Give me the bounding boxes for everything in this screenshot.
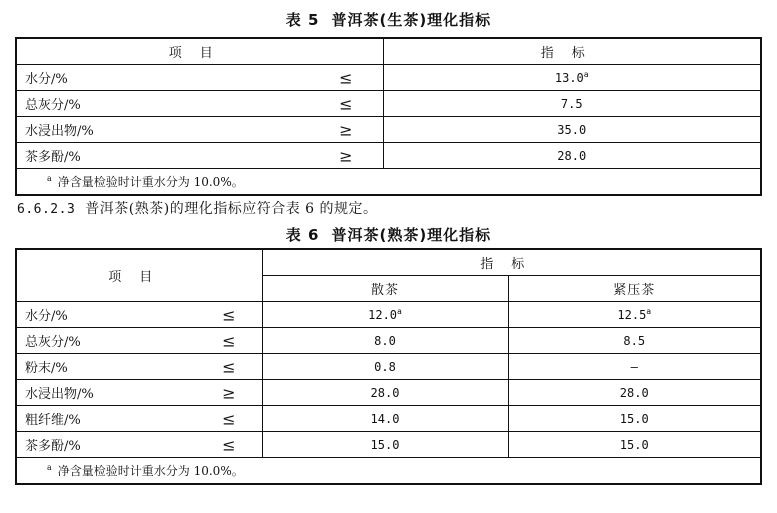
item-cell: [16, 406, 262, 432]
table-row: [16, 328, 761, 354]
table5-footnote-row: [16, 169, 761, 196]
item-cell: [16, 91, 383, 117]
table6-header-loose: 散茶: [262, 276, 508, 302]
value-text: 28.0: [557, 148, 587, 163]
table6: [15, 248, 762, 485]
value-cell: [383, 117, 761, 143]
comparison-operator: ≤: [222, 305, 236, 324]
loose-tea-cell: [262, 302, 508, 328]
pressed-tea-cell: [508, 302, 761, 328]
value-text: 12.0: [368, 307, 398, 322]
table6-title-label: 表 6: [285, 226, 320, 244]
table5-title-text: 普洱茶(生茶)理化指标: [331, 11, 492, 29]
table5-footnote-mark: a: [47, 174, 52, 183]
loose-tea-cell: [262, 406, 508, 432]
item-label: 水浸出物/%: [25, 124, 94, 139]
loose-tea-cell: [262, 380, 508, 406]
table6-header-index: 指标: [262, 249, 761, 276]
table5-header-index: 指标: [383, 38, 761, 65]
table6-header-pressed: 紧压茶: [508, 276, 761, 302]
item-label: 茶多酚/%: [25, 439, 81, 454]
comparison-operator: ≤: [339, 68, 353, 87]
comparison-operator: ≤: [222, 409, 236, 428]
item-label: 粉末/%: [25, 361, 68, 376]
table5-title-label: 表 5: [285, 11, 320, 29]
table6-title: [0, 224, 777, 245]
value-text: 15.0: [619, 437, 649, 452]
pressed-tea-cell: [508, 432, 761, 458]
value-cell: [383, 65, 761, 91]
comparison-operator: ≥: [339, 146, 353, 165]
pressed-tea-cell: [508, 328, 761, 354]
value-text: 28.0: [370, 385, 400, 400]
table-row: [16, 302, 761, 328]
table-row: [16, 91, 761, 117]
item-label: 总灰分/%: [25, 98, 81, 113]
value-text: 14.0: [370, 411, 400, 426]
comparison-operator: ≤: [222, 435, 236, 454]
item-cell: [16, 143, 383, 169]
table6-header-item: 项目: [16, 249, 262, 302]
value-text: 8.5: [623, 333, 646, 348]
clause-paragraph: [17, 198, 378, 218]
table5-footnote: [16, 169, 761, 196]
footnote-ref: a: [583, 69, 589, 79]
value-text: 13.0: [554, 70, 584, 85]
table-row: [16, 65, 761, 91]
value-text: 7.5: [560, 96, 583, 111]
loose-tea-cell: [262, 354, 508, 380]
item-cell: [16, 380, 262, 406]
item-label: 茶多酚/%: [25, 150, 81, 165]
value-text: 12.5: [617, 307, 647, 322]
value-text: 15.0: [370, 437, 400, 452]
table5-header-row: [16, 38, 761, 65]
item-cell: [16, 328, 262, 354]
value-cell: [383, 91, 761, 117]
table6-footnote-text: 净含量检验时计重水分为 10.0%。: [57, 464, 244, 478]
item-cell: [16, 117, 383, 143]
table-row: [16, 432, 761, 458]
loose-tea-cell: [262, 328, 508, 354]
table-row: [16, 117, 761, 143]
table5-title: [0, 9, 777, 30]
pressed-tea-cell: [508, 406, 761, 432]
item-cell: [16, 432, 262, 458]
item-label: 总灰分/%: [25, 335, 81, 350]
value-cell: [383, 143, 761, 169]
table-row: [16, 354, 761, 380]
pressed-tea-cell: [508, 354, 761, 380]
table6-title-text: 普洱茶(熟茶)理化指标: [331, 226, 492, 244]
clause-number: 6.6.2.3: [17, 202, 76, 217]
item-cell: [16, 302, 262, 328]
table-row: [16, 406, 761, 432]
footnote-ref: a: [646, 306, 652, 316]
comparison-operator: ≤: [222, 357, 236, 376]
value-text: 8.0: [374, 333, 396, 348]
table-row: [16, 143, 761, 169]
value-text: —: [630, 359, 638, 374]
comparison-operator: ≥: [339, 120, 353, 139]
table6-footnote-row: [16, 458, 761, 485]
value-text: 0.8: [374, 359, 396, 374]
value-text: 28.0: [619, 385, 649, 400]
comparison-operator: ≥: [222, 383, 236, 402]
item-label: 水分/%: [25, 309, 68, 324]
item-cell: [16, 65, 383, 91]
item-label: 水浸出物/%: [25, 387, 94, 402]
table5: [15, 37, 762, 196]
value-text: 15.0: [619, 411, 649, 426]
comparison-operator: ≤: [222, 331, 236, 350]
item-label: 水分/%: [25, 72, 68, 87]
item-label: 粗纤维/%: [25, 413, 81, 428]
table5-header-item: 项目: [16, 38, 383, 65]
item-cell: [16, 354, 262, 380]
loose-tea-cell: [262, 432, 508, 458]
table5-footnote-text: 净含量检验时计重水分为 10.0%。: [57, 175, 244, 189]
footnote-ref: a: [397, 306, 402, 316]
table6-header-row: [16, 249, 761, 276]
table6-footnote-mark: a: [47, 463, 52, 472]
pressed-tea-cell: [508, 380, 761, 406]
table6-footnote: [16, 458, 761, 485]
table-row: [16, 380, 761, 406]
value-text: 35.0: [557, 122, 587, 137]
comparison-operator: ≤: [339, 94, 353, 113]
clause-text: 普洱茶(熟茶)的理化指标应符合表 6 的规定。: [85, 201, 378, 217]
